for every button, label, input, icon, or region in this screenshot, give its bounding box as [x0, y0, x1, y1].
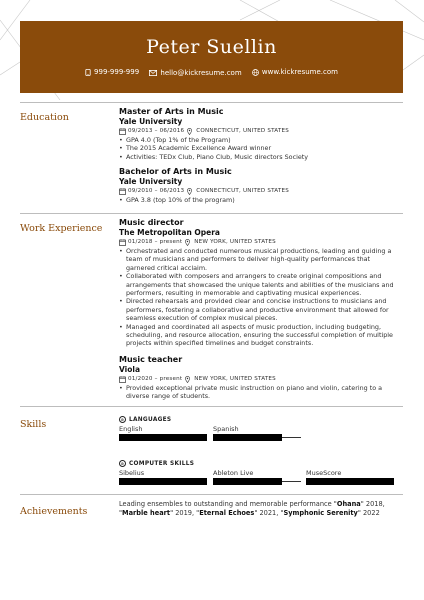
website-contact[interactable] [252, 68, 338, 76]
candidate-name: Peter Suellin [146, 36, 277, 58]
achievement-year: " 2022 [357, 509, 380, 517]
achievement-year: " 2018, " [119, 500, 385, 517]
school-name: Yale University [119, 117, 183, 126]
education-entry [119, 107, 399, 161]
entry-meta [119, 238, 399, 246]
skill-bar-english [119, 434, 207, 441]
computer-skills-label: COMPUTER SKILLS [129, 460, 195, 467]
skill-bar-spanish [213, 434, 282, 441]
section-divider [20, 494, 403, 495]
list-item: • Orchestrated and conducted numerous musical productions, leading and guiding a team of musicians and performers to deliver high-quality performances that garnered critical acclaim. [119, 247, 399, 272]
entry-location [185, 375, 276, 383]
section-title-work: Work Experience [20, 223, 103, 234]
section-divider [20, 213, 403, 214]
computer-skills-heading [119, 460, 194, 467]
role-title: Music director [119, 218, 184, 227]
entry-location-text: NEW YORK, UNITED STATES [194, 376, 276, 382]
achievement-symphonic-serenity: Symphonic Serenity [283, 509, 358, 517]
entry-location [187, 187, 289, 195]
calendar-icon [119, 376, 126, 383]
entry-dates: 01/2018 – present [128, 239, 183, 245]
achievement-year: " 2021, " [254, 509, 284, 517]
section-title-education: Education [20, 112, 69, 123]
list-item: • Activities: TEDx Club, Piano Club, Music directors Society [119, 153, 399, 161]
resume-header [20, 21, 403, 93]
website-text: www.kickresume.com [261, 68, 338, 76]
education-entry [119, 167, 399, 204]
degree-title: Master of Arts in Music [119, 107, 224, 116]
skill-musescore: MuseScore [306, 469, 342, 477]
globe-icon [252, 69, 259, 76]
entry-bullets [119, 196, 399, 204]
list-item: • The 2015 Academic Excellence Award winner [119, 144, 399, 152]
entry-location [185, 238, 276, 246]
location-pin-icon [187, 188, 192, 195]
skill-bar-sibelius [119, 478, 207, 485]
location-pin-icon [185, 376, 190, 383]
entry-dates: 09/2013 – 06/2016 [128, 128, 185, 134]
company-name: Viola [119, 365, 141, 374]
languages-heading [119, 416, 171, 423]
entry-dates: 09/2010 – 06/2013 [128, 188, 185, 194]
entry-location-text: CONNECTICUT, UNITED STATES [196, 128, 289, 134]
list-item: • GPA 4.0 (Top 1% of the Program) [119, 136, 399, 144]
email-contact[interactable] [149, 69, 241, 77]
section-divider [20, 102, 403, 103]
entry-location-text: CONNECTICUT, UNITED STATES [196, 188, 289, 194]
entry-meta [119, 375, 399, 383]
school-name: Yale University [119, 177, 183, 186]
skill-bar-ableton [213, 478, 282, 485]
section-title-skills: Skills [20, 419, 47, 430]
entry-meta [119, 187, 399, 195]
calendar-icon [119, 128, 126, 135]
location-pin-icon [185, 239, 190, 246]
email-text: hello@kickresume.com [160, 68, 242, 77]
entry-location [187, 127, 289, 135]
calendar-icon [119, 239, 126, 246]
languages-label: LANGUAGES [129, 416, 172, 423]
work-entry [119, 218, 399, 348]
skill-language-spanish: Spanish [213, 425, 239, 433]
list-item: • Collaborated with composers and arrangers to create original compositions and arrangements that showcased the unique talents and abilities of the musicians and performers, resulting in memorable and captivating musical experiences. [119, 272, 399, 297]
achievement-ohana: Ohana [336, 500, 361, 508]
skill-sibelius: Sibelius [119, 469, 145, 477]
calendar-icon [119, 188, 126, 195]
list-item: • Directed rehearsals and provided clear and concise instructions to musicians and performers, fostering a collaborative and productive environment that allowed for seamless execution of complex musical pieces. [119, 297, 399, 322]
section-divider [20, 406, 403, 407]
list-item: • Provided exceptional private music instruction on piano and violin, catering to a diverse range of students. [119, 384, 399, 401]
achievement-year: " 2019, " [170, 509, 200, 517]
list-item: • Managed and coordinated all aspects of music production, including budgeting, scheduling, and resource allocation, ensuring the successful completion of multiple projects within specified timelines and budget constraints. [119, 323, 399, 348]
list-item: • GPA 3.8 (top 10% of the program) [119, 196, 399, 204]
entry-bullets [119, 247, 399, 348]
section-title-achievements: Achievements [20, 506, 88, 517]
phone-contact[interactable] [85, 68, 139, 76]
skill-bar-musescore [306, 478, 394, 485]
entry-meta [119, 127, 399, 135]
work-entry [119, 355, 399, 401]
skill-ableton: Ableton Live [213, 469, 254, 477]
entry-location-text: NEW YORK, UNITED STATES [194, 239, 276, 245]
skill-language-english: English [119, 425, 143, 433]
computer-icon: ⊙ [120, 460, 125, 466]
entry-bullets [119, 384, 399, 401]
degree-title: Bachelor of Arts in Music [119, 167, 232, 176]
entry-dates: 01/2020 – present [128, 376, 183, 382]
entry-bullets [119, 136, 399, 161]
achievement-prefix: Leading ensembles to outstanding and memorable performance " [119, 500, 337, 508]
email-icon [149, 70, 157, 76]
contact-row [20, 68, 403, 78]
location-pin-icon [187, 128, 192, 135]
phone-text: 999-999-999 [94, 68, 140, 76]
company-name: The Metropolitan Opera [119, 228, 220, 237]
achievements-text [119, 500, 401, 518]
role-title: Music teacher [119, 355, 183, 364]
achievement-marble-heart: Marble heart [122, 509, 171, 517]
phone-icon [85, 69, 91, 76]
achievement-eternal-echoes: Eternal Echoes [199, 509, 255, 517]
language-icon: ⊙ [120, 416, 125, 422]
